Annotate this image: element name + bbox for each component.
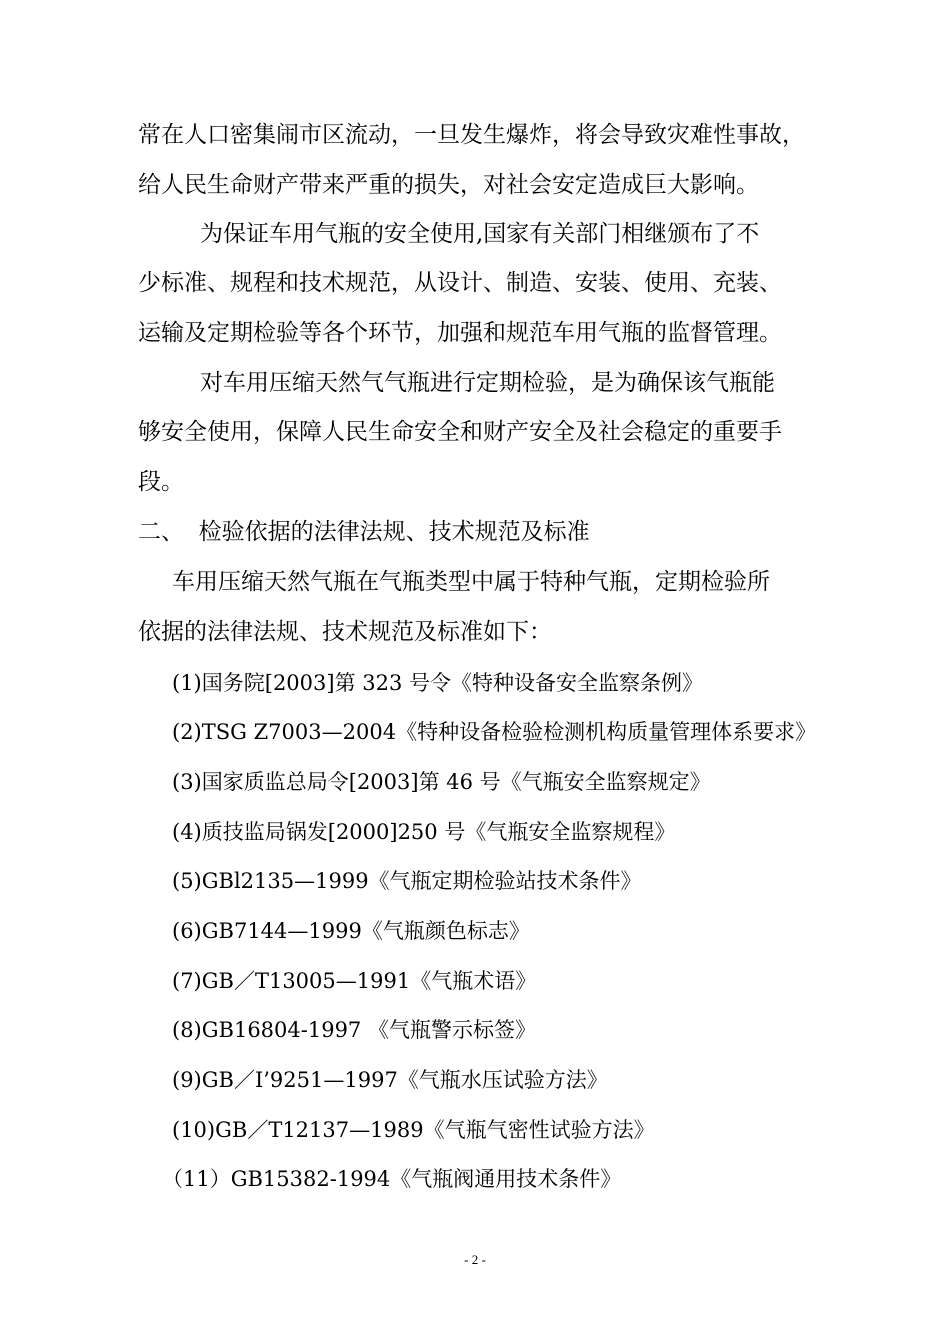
reference-item-2: (2)TSG Z7003—2004《特种设备检验检测机构质量管理体系要求》 <box>172 720 817 744</box>
reference-item-4: (4)质技监局锅发[2000]250 号《气瓶安全监察规程》 <box>172 820 676 844</box>
page-number: - 2 - <box>464 1252 486 1267</box>
paragraph-2-line-2: 少标准、规程和技术规范，从设计、制造、安装、使用、充装、 <box>138 270 782 296</box>
paragraph-4-line-1: 车用压缩天然气瓶在气瓶类型中属于特种气瓶，定期检验所 <box>172 569 770 595</box>
reference-item-6: (6)GB7144—1999《气瓶颜色标志》 <box>172 919 530 943</box>
paragraph-3-line-1: 对车用压缩天然气气瓶进行定期检验，是为确保该气瓶能 <box>200 370 775 396</box>
paragraph-4-line-2: 依据的法律法规、技术规范及标准如下： <box>138 619 552 645</box>
reference-item-8: (8)GB16804-1997 《气瓶警示标签》 <box>172 1018 536 1042</box>
reference-item-7: (7)GB／T13005—1991《气瓶术语》 <box>172 969 537 993</box>
reference-item-5: (5)GBl2135—1999《气瓶定期检验站技术条件》 <box>172 869 642 893</box>
reference-item-1: (1)国务院[2003]第 323 号令《特种设备安全监察条例》 <box>172 671 704 695</box>
section-heading: 二、 检验依据的法律法规、技术规范及标准 <box>138 519 590 545</box>
paragraph-3-line-2: 够安全使用，保障人民生命安全和财产安全及社会稳定的重要手 <box>138 419 782 445</box>
reference-item-10: (10)GB／T12137—1989《气瓶气密性试验方法》 <box>172 1118 655 1142</box>
paragraph-3-line-3: 段。 <box>138 469 184 495</box>
paragraph-1-line-1: 常在人口密集闹市区流动，一旦发生爆炸，将会导致灾难性事故， <box>138 122 805 148</box>
reference-item-11: （11）GB15382-1994《气瓶阀通用技术条件》 <box>162 1167 622 1191</box>
paragraph-2-line-1: 为保证车用气瓶的安全使用,国家有关部门相继颁布了不 <box>200 221 760 247</box>
reference-item-3: (3)国家质监总局令[2003]第 46 号《气瓶安全监察规定》 <box>172 770 711 794</box>
paragraph-1-line-2: 给人民生命财产带来严重的损失，对社会安定造成巨大影响。 <box>138 172 759 198</box>
paragraph-2-line-3: 运输及定期检验等各个环节，加强和规范车用气瓶的监督管理。 <box>138 320 782 346</box>
reference-item-9: (9)GB／I’9251—1997《气瓶水压试验方法》 <box>172 1068 608 1092</box>
